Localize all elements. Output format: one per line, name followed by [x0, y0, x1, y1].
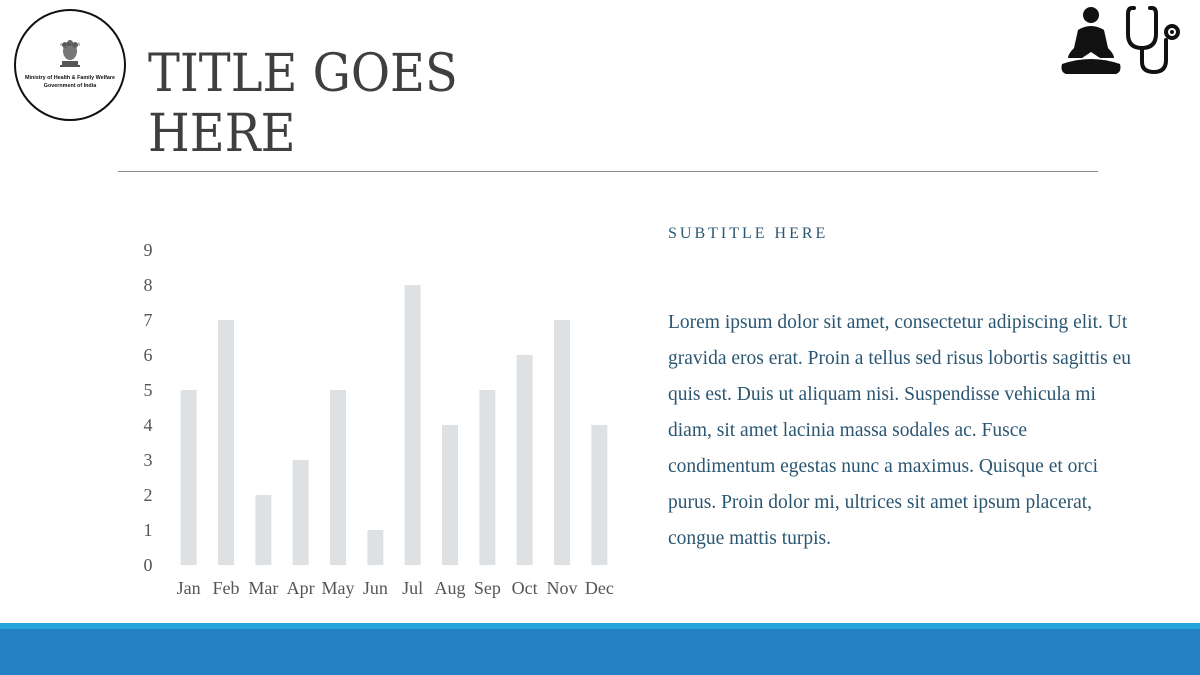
x-tick-label: Apr	[286, 578, 315, 598]
body-paragraph: Lorem ipsum dolor sit amet, consectetur adipiscing elit. Ut gravida eros erat. Proin a tellus sed risus lobortis sagittis eu quis est. Duis ut aliquam nisi. Suspendisse vehicula mi diam, sit amet lacinia massa sodales ac. Fusce condimentum egestas nunc a maximus. Quisque et orci purus. Proin dolor mi, ultrices sit amet ipsum placerat, congue mattis turpis.	[668, 312, 1132, 549]
bar-apr	[293, 460, 309, 565]
corner-icons	[1056, 2, 1186, 78]
x-tick-label: Mar	[248, 578, 279, 598]
x-tick-label: May	[321, 578, 355, 598]
meditation-icon	[1062, 7, 1121, 74]
bar-may	[330, 390, 346, 565]
x-tick-label: Sep	[473, 578, 501, 598]
x-tick-label: Dec	[584, 578, 614, 598]
x-tick-label: Feb	[212, 578, 240, 598]
bar-mar	[255, 495, 271, 565]
stethoscope-icon	[1128, 8, 1178, 72]
y-tick-label: 9	[143, 240, 153, 260]
x-tick-label: Nov	[546, 578, 578, 598]
bar-chart	[0, 0, 640, 620]
y-tick-label: 6	[143, 345, 153, 365]
y-tick-label: 1	[143, 520, 153, 540]
bar-jul	[405, 285, 421, 565]
emblem-motto: सत्यमेव जयते	[60, 42, 80, 47]
bar-nov	[554, 320, 570, 565]
bar-oct	[517, 355, 533, 565]
y-tick-label: 5	[143, 380, 153, 400]
x-tick-label: Oct	[511, 578, 538, 598]
bar-feb	[218, 320, 234, 565]
footer-band-dark	[0, 629, 1200, 675]
bar-jan	[181, 390, 197, 565]
bar-aug	[442, 425, 458, 565]
y-tick-label: 2	[143, 485, 153, 505]
y-tick-label: 8	[143, 275, 153, 295]
x-tick-label: Jun	[362, 578, 388, 598]
ministry-name: Ministry of Health & Family Welfare	[24, 75, 116, 81]
government-name: Government of India	[43, 83, 97, 89]
bar-jun	[367, 530, 383, 565]
y-tick-label: 4	[143, 415, 153, 435]
subtitle: SUBTITLE HERE	[668, 225, 829, 242]
x-tick-label: Jul	[402, 578, 424, 598]
bar-dec	[591, 425, 607, 565]
y-tick-label: 3	[143, 450, 153, 470]
x-tick-label: Jan	[176, 578, 201, 598]
y-tick-label: 0	[143, 555, 153, 575]
bar-sep	[479, 390, 495, 565]
y-tick-label: 7	[143, 310, 153, 330]
page-title: TITLE GOES HERE	[148, 44, 458, 164]
x-tick-label: Aug	[434, 578, 466, 598]
